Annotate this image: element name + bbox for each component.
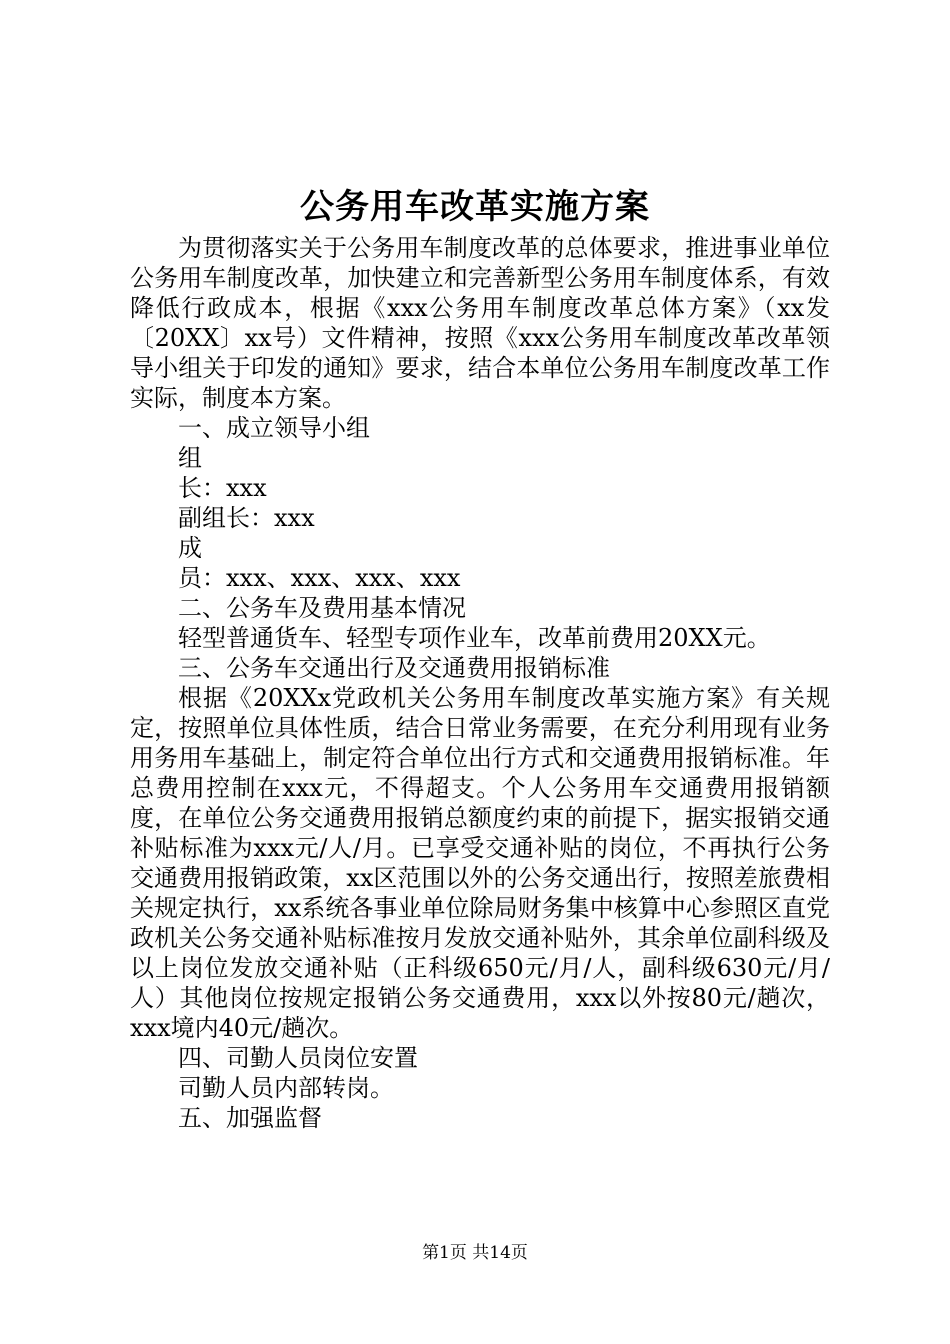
paragraph-standards: 根据《20XXx党政机关公务用车制度改革实施方案》有关规定，按照单位具体性质，结合日常业务需要，在充分利用现有业务用务用车基础上，制定符合单位出行方式和交通费用报销标准。年总费用控制在xxx元，不得超支。个人公务用车交通费用报销额度，在单位公务交通费用报销总额度约束的前提下，据实报销交通补贴标准为xxx元/人/月。已享受交通补贴的岗位，不再执行公务交通费用报销政策，xx区范围以外的公务交通出行，按照差旅费相关规定执行，xx系统各事业单位除局财务集中核算中心参照区直党政机关公务交通补贴标准按月发放交通补贴外，其余单位副科级及以上岗位发放交通补贴（正科级650元/月/人，副科级630元/月/人）其他岗位按规定报销公务交通费用，xxx以外按80元/趟次，xxx境内40元/趟次。 bbox=[130, 684, 830, 1042]
document-body bbox=[130, 233, 830, 1133]
section-heading-1: 一、成立领导小组 bbox=[178, 414, 370, 442]
leader-label-part1: 组 bbox=[178, 444, 202, 472]
members-label-part2: 员：xxx、xxx、xxx、xxx bbox=[178, 564, 461, 592]
section-heading-5: 五、加强监督 bbox=[178, 1104, 322, 1132]
leader-label-part2: 长：xxx bbox=[178, 474, 267, 502]
section-heading-2: 二、公务车及费用基本情况 bbox=[178, 594, 466, 622]
paragraph-intro: 为贯彻落实关于公务用车制度改革的总体要求，推进事业单位公务用车制度改革，加快建立和完善新型公务用车制度体系，有效降低行政成本，根据《xxx公务用车制度改革总体方案》（xx发〔20XX〕xx号）文件精神，按照《xxx公务用车制度改革改革领导小组关于印发的通知》要求，结合本单位公务用车制度改革工作实际，制度本方案。 bbox=[130, 234, 830, 412]
members-label-part1: 成 bbox=[178, 534, 202, 562]
section-heading-3: 三、公务车交通出行及交通费用报销标准 bbox=[178, 654, 610, 682]
section-heading-4: 四、司勤人员岗位安置 bbox=[178, 1044, 418, 1072]
driver-placement: 司勤人员内部转岗。 bbox=[178, 1074, 394, 1102]
page-footer: 第1页 共14页 bbox=[422, 1243, 528, 1263]
vehicle-info: 轻型普通货车、轻型专项作业车，改革前费用20XX元。 bbox=[178, 624, 771, 652]
document-title: 公务用车改革实施方案 bbox=[300, 187, 650, 227]
deputy-leader: 副组长：xxx bbox=[178, 504, 315, 532]
